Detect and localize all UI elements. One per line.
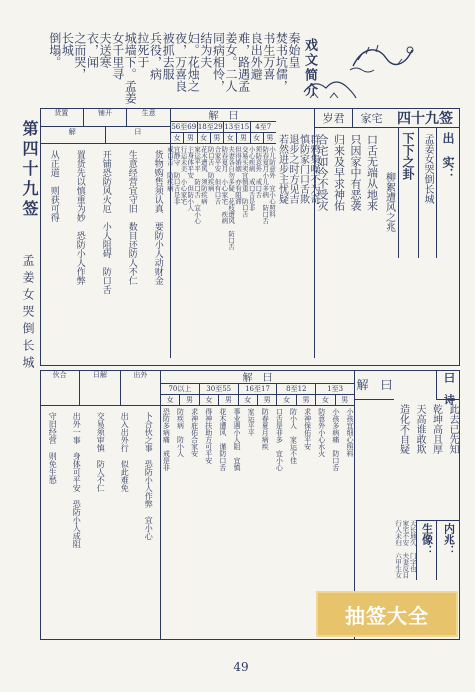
- story-line: 衣，闻: [85, 32, 100, 68]
- upper-left-lines: [40, 144, 170, 358]
- section-label: 解: [68, 128, 76, 136]
- partnership-line: 守旧经营 则免生愁: [48, 412, 58, 484]
- story-line: 夜，万喜良: [173, 32, 188, 92]
- age-group-label: 18至29: [197, 123, 223, 131]
- brother-title-cell: [314, 108, 352, 128]
- age-group-label: 4至7: [250, 122, 277, 132]
- brother-title: 岁君: [322, 111, 345, 125]
- fortune-column: 家运平平 防口舌 宜小心: [193, 146, 202, 224]
- section-label: 生意: [126, 108, 170, 126]
- gender-label: 女: [250, 133, 263, 143]
- story-line: 长城: [60, 32, 75, 56]
- gender-label: 男: [218, 395, 237, 405]
- partnership-line: 卜合伙之事 恐防小人作弊 宜小心: [144, 412, 154, 540]
- business-line: 货物购售须认真 要防小人动财金: [152, 150, 163, 285]
- sub-label: 下下之卦: [401, 132, 415, 180]
- gender-label: 女: [197, 133, 210, 143]
- type-value: 孟姜女哭倒长城: [422, 134, 433, 204]
- inner-line: 天长地久 门字也: [408, 520, 417, 572]
- fortune-column: 恐防多病痛 戒是非: [162, 408, 171, 471]
- fortune-column: 戒口舌 防疾病: [165, 146, 174, 192]
- page-number: 49: [233, 660, 249, 674]
- story-line: 夫送寒: [98, 32, 113, 68]
- inner-label-cell: [436, 520, 460, 580]
- gender-label: 女: [315, 395, 334, 405]
- story-heading: 戏文简介: [302, 38, 317, 98]
- story-line: 难，路遇孟: [236, 32, 251, 92]
- gender-label: 女: [166, 396, 174, 404]
- business-line: 置货先以慎重为妙 恐防小人作弊: [74, 150, 85, 285]
- gender-label: 女: [199, 395, 218, 405]
- brother-lines: [276, 128, 319, 258]
- upper-jie-header: 解 曰: [170, 108, 276, 122]
- lower-age-row: [160, 384, 354, 395]
- age-group-label: 8至12: [276, 384, 315, 394]
- upper-left-labels: [40, 108, 170, 126]
- story-line: 良出外避: [249, 32, 264, 80]
- watermark-logo: 抽签大全: [316, 591, 458, 637]
- dragon-ornament-icon: [348, 36, 418, 76]
- brother-line: 慎防家门口舌欺: [297, 134, 309, 204]
- story-line: 倒塌。: [47, 32, 62, 68]
- sub-value-col: [380, 168, 398, 258]
- poem-line: 此去已先知: [447, 404, 458, 454]
- gender-label: 女: [238, 395, 257, 405]
- fortune-column: 求神保佑平安: [303, 408, 312, 450]
- fortune-column: 行运未美 小心家宅: [179, 146, 188, 205]
- story-line: 城墙下。孟姜: [123, 32, 138, 104]
- gender-label: 男: [263, 133, 276, 143]
- fortune-column: 花木遭风 须防疾病: [199, 146, 208, 205]
- fortune-column: 防意外小心水火: [317, 408, 326, 457]
- section-label: 铺开: [83, 108, 127, 126]
- story-line: 结为夫: [198, 32, 213, 68]
- story-line: 秦始皇: [287, 32, 301, 68]
- story-line: 拉死于: [135, 32, 150, 68]
- fortune-column: 小儿防意外 宜小心照料: [268, 146, 276, 218]
- upper-gender-row: [170, 133, 276, 144]
- partnership-line: 出外一事 身体可平安 恐防小人成阻: [72, 412, 82, 548]
- inner-line: 家宅不安 夫妻反目: [401, 520, 410, 579]
- sign-title: 第四十九签: [20, 120, 39, 220]
- fortune-column: 防口舌 防疾病: [206, 146, 215, 192]
- gender-label: 男: [296, 395, 315, 405]
- age-group-label: 13至15: [224, 123, 250, 131]
- business-line: 开铺恐防风火厄 小人阻碍 防口舌: [100, 150, 111, 294]
- age-group-label: 30至55: [199, 384, 238, 394]
- poem-label-cell: [436, 370, 460, 405]
- gender-label: 女: [276, 395, 295, 405]
- fortune-column: 但得婚姻 亦有阻滞: [233, 146, 242, 205]
- poem-line: 天高谁敢欺: [414, 404, 425, 454]
- poem-lines: [394, 400, 460, 520]
- fortune-column: 防小人 家运不佳: [289, 408, 298, 464]
- fortune-column: 主身体平安 但防小人: [186, 146, 195, 211]
- business-line: 生意经营宜守旧 数目还防人不仁: [126, 150, 137, 285]
- story-line: 被抓去服: [161, 32, 176, 80]
- fortune-column: 小孩宜细心照料: [345, 408, 354, 457]
- age-group-label: 70以上: [168, 385, 192, 393]
- fortune-column: 家运平平: [247, 408, 256, 436]
- story-line: 同病相怜，: [211, 32, 226, 92]
- lower-right-jie: [354, 370, 394, 400]
- fortune-column: 夫妻各自勿多疑 花枝遭风 防口舌: [227, 146, 236, 250]
- gender-label: 男: [236, 133, 249, 143]
- brother-line: 若然进步主忧疑: [276, 134, 288, 204]
- section-label: 货置: [54, 109, 69, 117]
- partnership-line: 出入出外行 似此难免: [120, 412, 130, 492]
- gender-label: 男: [183, 133, 196, 143]
- brother-line: 退步之时方见吉: [287, 134, 298, 204]
- fortune-column: 宜静守 防口舌是非: [172, 146, 181, 205]
- inner-sub-cell: [416, 520, 436, 580]
- section-label: 曰解: [79, 370, 119, 406]
- inner-label: 内兆：: [442, 523, 456, 556]
- gender-label: 女: [173, 134, 181, 142]
- gender-label: 男: [257, 395, 276, 405]
- story-line: 兵役，病: [148, 32, 163, 80]
- story-line: 焚书坑儒，: [274, 32, 289, 92]
- story-line: 女千里寻: [110, 32, 125, 80]
- age-group-label: 16至17: [238, 384, 277, 394]
- brother-line: 群鸦集噪不为奇: [308, 134, 319, 204]
- lower-gender-row: [160, 395, 354, 406]
- upper-jie-columns: [165, 144, 276, 358]
- fortune-column: 防春夏月 小心家宅 疾病: [220, 146, 229, 224]
- sub-label-col: [398, 128, 418, 258]
- age-group-label: 1至3: [315, 384, 354, 394]
- fortune-column: 防疾病 防小人: [176, 408, 185, 457]
- fortune-column: 小孩多病痛 防口舌: [331, 408, 340, 471]
- gender-label: 女: [223, 133, 236, 143]
- fortune-column: 防春夏月病疾: [261, 408, 270, 450]
- lower-left-lines: [40, 406, 160, 640]
- family-title: 家宅: [360, 111, 383, 125]
- sign-name: 孟姜女哭倒长城: [21, 254, 35, 373]
- fortune-column: 合家平安 但有口舌: [213, 146, 222, 205]
- inner-sub: 生像：: [420, 523, 434, 556]
- family-line: 归来及早求神佑: [332, 134, 346, 211]
- gender-label: 男: [210, 133, 223, 143]
- family-lines: [314, 128, 380, 258]
- fortune-column: 得神扶助方可平安: [204, 408, 213, 464]
- poem-label: 曰 诗: [442, 372, 456, 405]
- fortune-column: 求神庇佑合家安: [190, 408, 199, 457]
- sub-value: 柳絮遭风之兆: [383, 172, 395, 232]
- section-label: 曰: [105, 127, 171, 144]
- business-line: 从正道 则获可得: [48, 150, 59, 222]
- fortune-column: 须防意外 戒口舌: [254, 146, 263, 198]
- upper-left-head-labels: [40, 126, 170, 144]
- story-line: 姜女。二人: [224, 32, 239, 92]
- age-group-label: 56至69: [171, 123, 197, 131]
- fortune-column: 口舌是非多 宜小心: [275, 408, 284, 471]
- fortune-column: 小心疾病 戒口舌是非: [247, 146, 256, 211]
- inner-line: 行人未归 六甲生女: [394, 520, 403, 579]
- family-line: 只因家中有恶袭: [349, 134, 363, 211]
- story-line: 书生万喜: [261, 32, 276, 80]
- type-label: 出 实：: [441, 132, 455, 180]
- fortune-column: 事业遇小人阻 宜慎: [232, 408, 241, 471]
- section-label: 伙合: [52, 371, 67, 379]
- type-value-col: [418, 128, 436, 258]
- lower-right-jie-text: 解 曰: [356, 378, 393, 392]
- inner-lines: [394, 520, 416, 590]
- fortune-column: 花木遭风 谨防口舌: [218, 408, 227, 471]
- lower-jie-header: 解 曰: [160, 370, 354, 384]
- family-line: 合宅如今不受灾: [316, 134, 330, 211]
- family-title-cell: [352, 108, 390, 128]
- story-line: 妇。花烛之: [186, 32, 201, 92]
- lower-left-labels: [40, 370, 160, 406]
- right-header: 四十九签: [390, 108, 460, 128]
- partnership-line: 交易须审慎 防人不仁: [96, 412, 106, 492]
- poem-line: 造化不自疑: [397, 404, 409, 454]
- gender-label: 男: [179, 395, 198, 405]
- story-line: 之而哭，: [72, 32, 87, 80]
- family-line: 口舌无端从地来: [365, 134, 379, 211]
- poem-line: 乾坤高且厚: [430, 404, 442, 454]
- fortune-column: 交易买卖宜慎重 防口舌: [240, 146, 249, 218]
- fortune-column: 防春夏月小儿多病 防口舌: [261, 146, 270, 224]
- gender-label: 男: [335, 395, 354, 405]
- section-label: 出外: [120, 370, 160, 406]
- type-label-col: [436, 128, 460, 258]
- upper-age-row: [170, 122, 276, 133]
